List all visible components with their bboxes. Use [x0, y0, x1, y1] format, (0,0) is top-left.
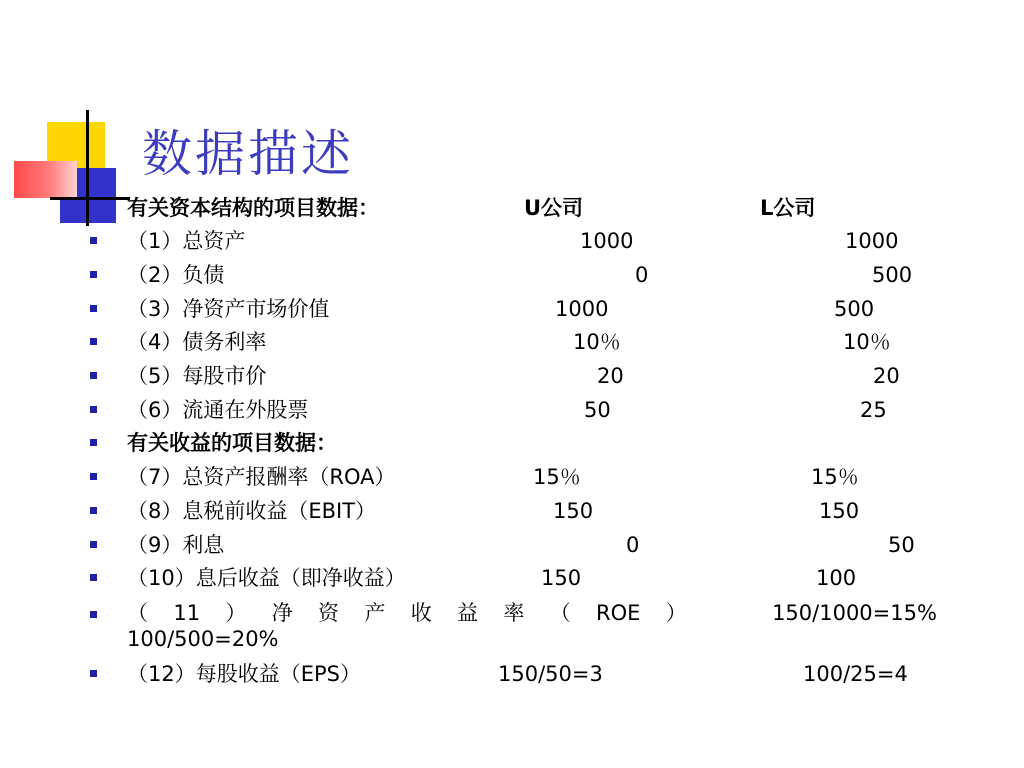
item-u-value: 0: [635, 263, 649, 287]
list-item: [0, 361, 1024, 395]
item-label: （8）息税前收益（EBIT）: [127, 499, 377, 523]
list-item: [0, 563, 1024, 597]
list-item: [0, 659, 1024, 693]
bullet-icon: [90, 670, 97, 677]
item-u-value: 1000: [555, 297, 609, 321]
list-item: [0, 530, 1024, 564]
list-item: [0, 395, 1024, 429]
item-u-value: 150: [541, 566, 582, 590]
item-l-value: 100/500=20%: [127, 627, 279, 651]
item-label: （12）每股收益（EPS）: [127, 662, 361, 686]
roe-token: 益: [457, 601, 479, 625]
roe-token: ）: [225, 601, 247, 625]
bullet-icon: [90, 338, 97, 345]
roe-line: [127, 600, 937, 626]
bullet-icon: [90, 611, 97, 618]
bullet-icon: [90, 507, 97, 514]
item-l-value: 25: [860, 398, 887, 422]
header-u-company: U公司: [524, 196, 584, 220]
roe-token: ）: [665, 601, 687, 625]
item-l-value: 100/25=4: [803, 662, 908, 686]
roe-token: （: [549, 601, 571, 625]
roe-token: 资: [318, 601, 340, 625]
bullet-icon: [90, 305, 97, 312]
item-l-value: 15％: [811, 465, 859, 489]
bullet-icon: [90, 439, 97, 446]
item-label: （10）息后收益（即净收益）: [127, 566, 406, 590]
item-l-value: 100: [816, 566, 857, 590]
roe-token: ROE: [596, 601, 641, 625]
item-l-value: 500: [834, 297, 875, 321]
item-l-value: 1000: [845, 229, 899, 253]
item-u-value: 1000: [580, 229, 634, 253]
bullet-icon: [90, 406, 97, 413]
roe-token: 产: [364, 601, 386, 625]
item-l-value: 500: [872, 263, 913, 287]
item-u-value: 150/50=3: [498, 662, 603, 686]
list-item: [0, 327, 1024, 361]
item-l-value: 20: [873, 364, 900, 388]
list-item: [0, 226, 1024, 260]
item-label: （1）总资产: [127, 229, 246, 253]
slide-title: 数据描述: [142, 125, 354, 183]
bullet-icon: [90, 237, 97, 244]
item-label: （2）负债: [127, 263, 225, 287]
header-label: 有关资本结构的项目数据：: [127, 196, 379, 220]
item-u-value: 15％: [533, 465, 581, 489]
list-item: [0, 496, 1024, 530]
item-label: （3）净资产市场价值: [127, 297, 330, 321]
list-item-roe: [0, 600, 1024, 656]
item-label: （7）总资产报酬率（ROA）: [127, 465, 396, 489]
roe-token: （: [127, 601, 148, 625]
roe-token: 11: [173, 601, 201, 625]
bullet-icon: [90, 473, 97, 480]
bullet-icon: [90, 574, 97, 581]
item-u-value: 150/1000=15%: [772, 601, 937, 625]
item-label: （4）债务利率: [127, 330, 267, 354]
item-u-value: 150: [553, 499, 594, 523]
item-u-value: 20: [597, 364, 624, 388]
list-item: [0, 260, 1024, 294]
roe-token: 净: [271, 601, 293, 625]
header-row: [0, 193, 1024, 227]
item-l-value: 50: [888, 533, 915, 557]
item-label: （9）利息: [127, 533, 225, 557]
item-u-value: 50: [584, 398, 611, 422]
list-item: [0, 462, 1024, 496]
roe-token: 收: [410, 601, 432, 625]
item-label: （5）每股市价: [127, 364, 267, 388]
bullet-icon: [90, 372, 97, 379]
item-u-value: 10％: [573, 330, 621, 354]
bullet-icon: [90, 541, 97, 548]
bullet-icon: [90, 271, 97, 278]
section-header: [0, 428, 1024, 462]
item-l-value: 10％: [843, 330, 891, 354]
item-u-value: 0: [626, 533, 640, 557]
roe-token: 率: [503, 601, 525, 625]
item-l-value: 150: [819, 499, 860, 523]
header-l-company: L公司: [760, 196, 816, 220]
item-label: （6）流通在外股票: [127, 398, 309, 422]
section-label: 有关收益的项目数据：: [127, 431, 337, 455]
list-item: [0, 294, 1024, 328]
